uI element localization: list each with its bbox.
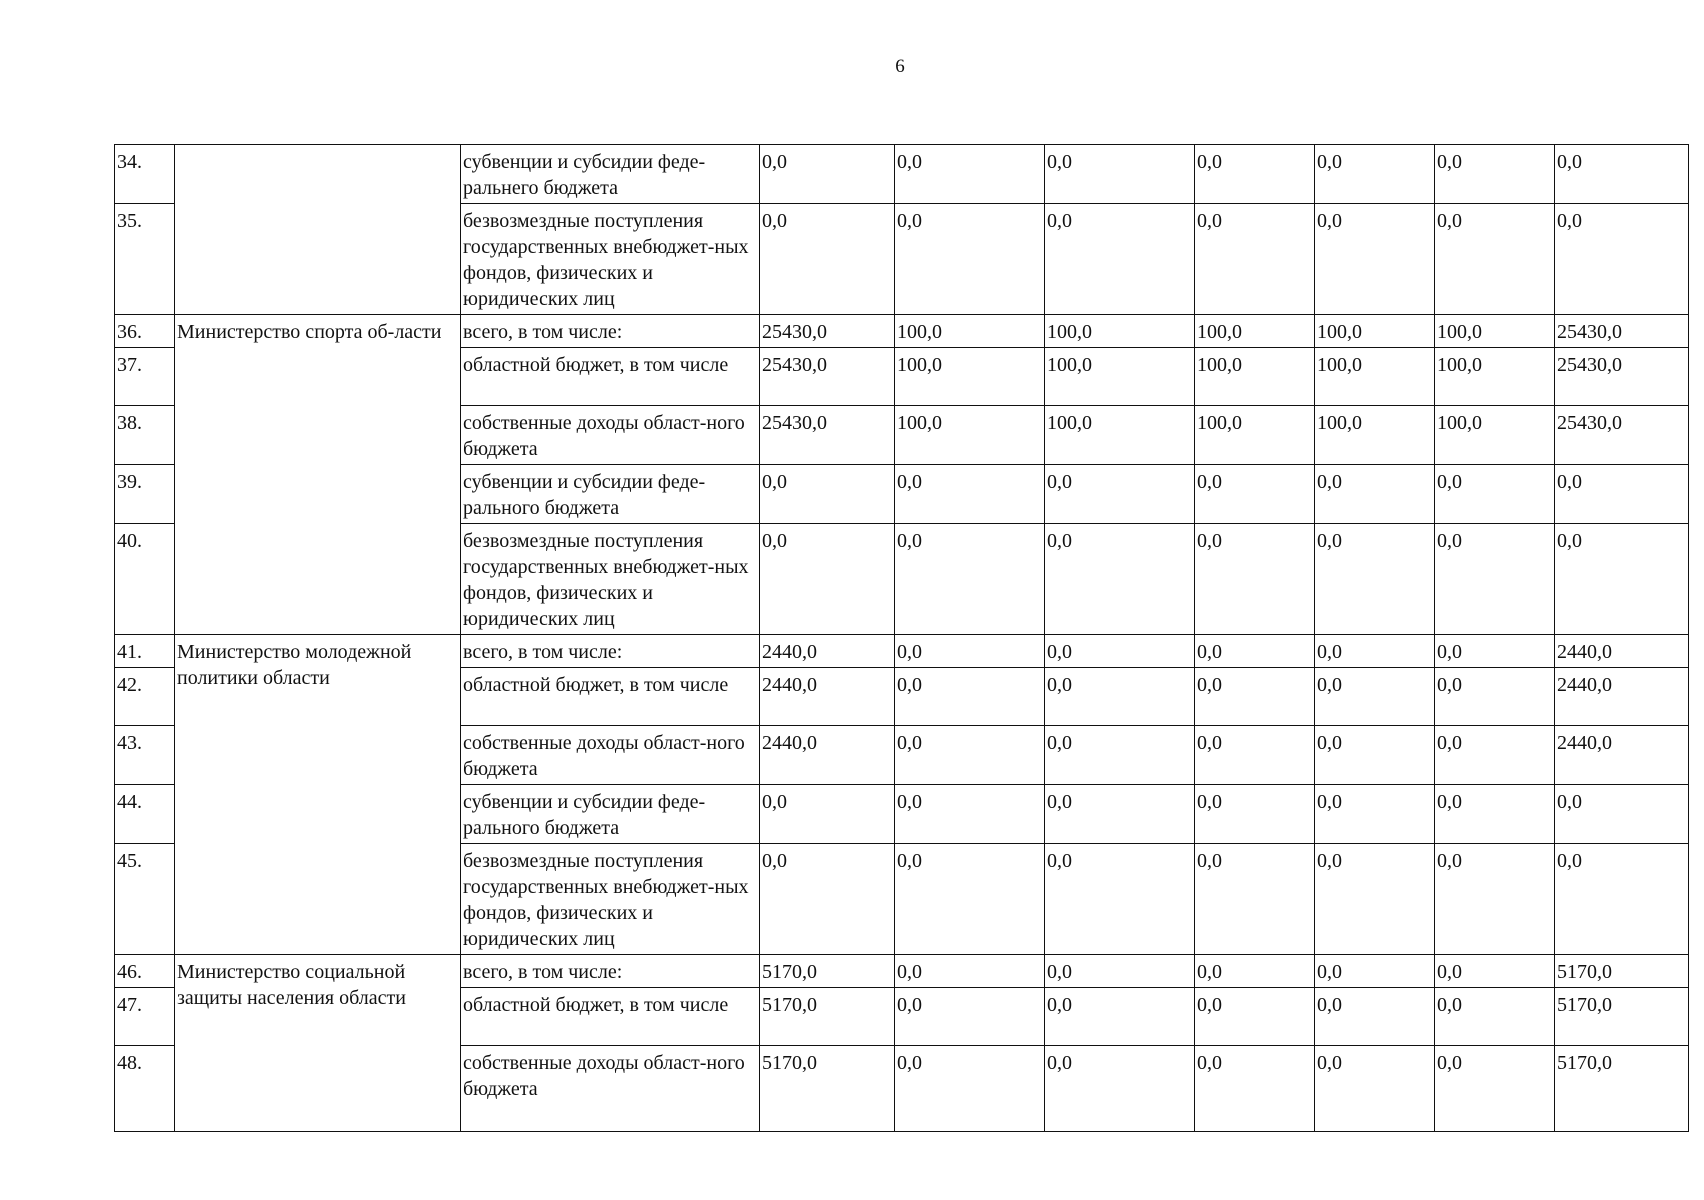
amount-cell: 0,0	[1435, 145, 1555, 204]
amount-cell: 100,0	[1315, 348, 1435, 406]
amount-cell: 0,0	[1435, 635, 1555, 668]
amount-cell: 2440,0	[1555, 726, 1689, 785]
amount-cell: 0,0	[895, 145, 1045, 204]
amount-cell: 0,0	[1045, 524, 1195, 635]
row-number: 34.	[115, 145, 175, 204]
funding-source: безвозмездные поступления государственных внебюджет-ных фондов, физических и юридических лиц	[461, 844, 760, 955]
amount-cell: 100,0	[1045, 348, 1195, 406]
amount-cell: 0,0	[1315, 844, 1435, 955]
table-row	[115, 955, 1689, 988]
amount-cell: 0,0	[1435, 955, 1555, 988]
amount-cell: 100,0	[1435, 406, 1555, 465]
funding-source: всего, в том числе:	[461, 955, 760, 988]
amount-cell: 0,0	[1435, 785, 1555, 844]
amount-cell: 0,0	[895, 668, 1045, 726]
organization-cell: Министерство спорта об-ласти	[175, 315, 461, 635]
amount-cell: 0,0	[895, 635, 1045, 668]
amount-cell: 0,0	[1195, 668, 1315, 726]
row-number: 37.	[115, 348, 175, 406]
amount-cell: 25430,0	[760, 315, 895, 348]
amount-cell: 0,0	[895, 844, 1045, 955]
row-number: 40.	[115, 524, 175, 635]
amount-cell: 100,0	[1315, 315, 1435, 348]
amount-cell: 0,0	[1435, 204, 1555, 315]
amount-cell: 5170,0	[760, 955, 895, 988]
funding-source: областной бюджет, в том числе	[461, 348, 760, 406]
amount-cell: 5170,0	[1555, 955, 1689, 988]
funding-source: областной бюджет, в том числе	[461, 988, 760, 1046]
amount-cell: 0,0	[1555, 465, 1689, 524]
amount-cell: 0,0	[1555, 204, 1689, 315]
amount-cell: 100,0	[1435, 348, 1555, 406]
table-row	[115, 145, 1689, 204]
amount-cell: 5170,0	[1555, 1046, 1689, 1132]
amount-cell: 0,0	[895, 524, 1045, 635]
table-body	[115, 145, 1689, 1132]
organization-cell	[175, 145, 461, 315]
amount-cell: 5170,0	[760, 988, 895, 1046]
funding-source: субвенции и субсидии феде-рального бюджета	[461, 785, 760, 844]
funding-source: собственные доходы област-ного бюджета	[461, 726, 760, 785]
row-number: 45.	[115, 844, 175, 955]
amount-cell: 0,0	[1315, 785, 1435, 844]
amount-cell: 0,0	[1315, 1046, 1435, 1132]
amount-cell: 0,0	[895, 1046, 1045, 1132]
amount-cell: 0,0	[895, 955, 1045, 988]
amount-cell: 0,0	[1195, 145, 1315, 204]
amount-cell: 0,0	[1315, 524, 1435, 635]
amount-cell: 0,0	[1315, 726, 1435, 785]
amount-cell: 0,0	[895, 204, 1045, 315]
page-number: 6	[895, 56, 905, 77]
row-number: 44.	[115, 785, 175, 844]
funding-source: собственные доходы област-ного бюджета	[461, 406, 760, 465]
amount-cell: 0,0	[760, 524, 895, 635]
funding-source: собственные доходы област-ного бюджета	[461, 1046, 760, 1132]
row-number: 38.	[115, 406, 175, 465]
amount-cell: 100,0	[895, 406, 1045, 465]
amount-cell: 5170,0	[760, 1046, 895, 1132]
amount-cell: 25430,0	[1555, 406, 1689, 465]
amount-cell: 0,0	[1435, 668, 1555, 726]
amount-cell: 0,0	[1435, 726, 1555, 785]
amount-cell: 100,0	[895, 348, 1045, 406]
amount-cell: 0,0	[760, 145, 895, 204]
amount-cell: 100,0	[1315, 406, 1435, 465]
amount-cell: 0,0	[1555, 524, 1689, 635]
amount-cell: 0,0	[1315, 204, 1435, 315]
amount-cell: 0,0	[1195, 988, 1315, 1046]
amount-cell: 100,0	[1195, 315, 1315, 348]
amount-cell: 5170,0	[1555, 988, 1689, 1046]
amount-cell: 0,0	[1555, 844, 1689, 955]
amount-cell: 0,0	[1195, 955, 1315, 988]
amount-cell: 0,0	[760, 785, 895, 844]
amount-cell: 2440,0	[1555, 668, 1689, 726]
funding-source: областной бюджет, в том числе	[461, 668, 760, 726]
amount-cell: 0,0	[1195, 635, 1315, 668]
amount-cell: 25430,0	[1555, 348, 1689, 406]
amount-cell: 0,0	[1045, 785, 1195, 844]
row-number: 48.	[115, 1046, 175, 1132]
amount-cell: 2440,0	[760, 668, 895, 726]
amount-cell: 0,0	[1315, 955, 1435, 988]
amount-cell: 0,0	[1315, 635, 1435, 668]
amount-cell: 2440,0	[760, 635, 895, 668]
funding-source: всего, в том числе:	[461, 635, 760, 668]
row-number: 35.	[115, 204, 175, 315]
amount-cell: 0,0	[1045, 635, 1195, 668]
amount-cell: 25430,0	[1555, 315, 1689, 348]
amount-cell: 0,0	[1435, 465, 1555, 524]
amount-cell: 0,0	[1195, 726, 1315, 785]
amount-cell: 0,0	[760, 204, 895, 315]
budget-table	[114, 144, 1689, 1132]
row-number: 46.	[115, 955, 175, 988]
amount-cell: 0,0	[1555, 785, 1689, 844]
funding-source: всего, в том числе:	[461, 315, 760, 348]
amount-cell: 0,0	[1315, 668, 1435, 726]
row-number: 47.	[115, 988, 175, 1046]
amount-cell: 0,0	[1315, 465, 1435, 524]
amount-cell: 0,0	[1315, 145, 1435, 204]
amount-cell: 0,0	[1195, 1046, 1315, 1132]
row-number: 36.	[115, 315, 175, 348]
funding-source: безвозмездные поступления государственных внебюджет-ных фондов, физических и юридических лиц	[461, 204, 760, 315]
amount-cell: 0,0	[1195, 785, 1315, 844]
amount-cell: 100,0	[1195, 348, 1315, 406]
amount-cell: 0,0	[1045, 1046, 1195, 1132]
amount-cell: 0,0	[1045, 145, 1195, 204]
amount-cell: 25430,0	[760, 406, 895, 465]
amount-cell: 100,0	[1045, 315, 1195, 348]
amount-cell: 2440,0	[760, 726, 895, 785]
amount-cell: 0,0	[760, 844, 895, 955]
amount-cell: 0,0	[895, 988, 1045, 1046]
amount-cell: 0,0	[1435, 1046, 1555, 1132]
amount-cell: 0,0	[1435, 524, 1555, 635]
row-number: 41.	[115, 635, 175, 668]
amount-cell: 0,0	[1555, 145, 1689, 204]
table-row	[115, 315, 1689, 348]
amount-cell: 0,0	[1045, 204, 1195, 315]
organization-cell: Министерство социальной защиты населения области	[175, 955, 461, 1132]
amount-cell: 0,0	[760, 465, 895, 524]
amount-cell: 25430,0	[760, 348, 895, 406]
amount-cell: 0,0	[1045, 844, 1195, 955]
amount-cell: 0,0	[1045, 955, 1195, 988]
amount-cell: 0,0	[1435, 844, 1555, 955]
row-number: 43.	[115, 726, 175, 785]
amount-cell: 0,0	[1045, 668, 1195, 726]
amount-cell: 0,0	[1045, 726, 1195, 785]
funding-source: субвенции и субсидии феде-ральнего бюджета	[461, 145, 760, 204]
amount-cell: 0,0	[895, 785, 1045, 844]
amount-cell: 100,0	[1435, 315, 1555, 348]
amount-cell: 100,0	[1045, 406, 1195, 465]
amount-cell: 0,0	[1045, 465, 1195, 524]
amount-cell: 0,0	[1195, 204, 1315, 315]
amount-cell: 100,0	[1195, 406, 1315, 465]
amount-cell: 0,0	[895, 465, 1045, 524]
amount-cell: 0,0	[1195, 844, 1315, 955]
amount-cell: 0,0	[1435, 988, 1555, 1046]
table-row	[115, 635, 1689, 668]
funding-source: безвозмездные поступления государственных внебюджет-ных фондов, физических и юридических лиц	[461, 524, 760, 635]
organization-cell: Министерство молодежной политики области	[175, 635, 461, 955]
amount-cell: 0,0	[1045, 988, 1195, 1046]
amount-cell: 0,0	[1315, 988, 1435, 1046]
amount-cell: 0,0	[1195, 524, 1315, 635]
row-number: 39.	[115, 465, 175, 524]
row-number: 42.	[115, 668, 175, 726]
amount-cell: 100,0	[895, 315, 1045, 348]
amount-cell: 0,0	[895, 726, 1045, 785]
amount-cell: 2440,0	[1555, 635, 1689, 668]
funding-source: субвенции и субсидии феде-рального бюджета	[461, 465, 760, 524]
amount-cell: 0,0	[1195, 465, 1315, 524]
